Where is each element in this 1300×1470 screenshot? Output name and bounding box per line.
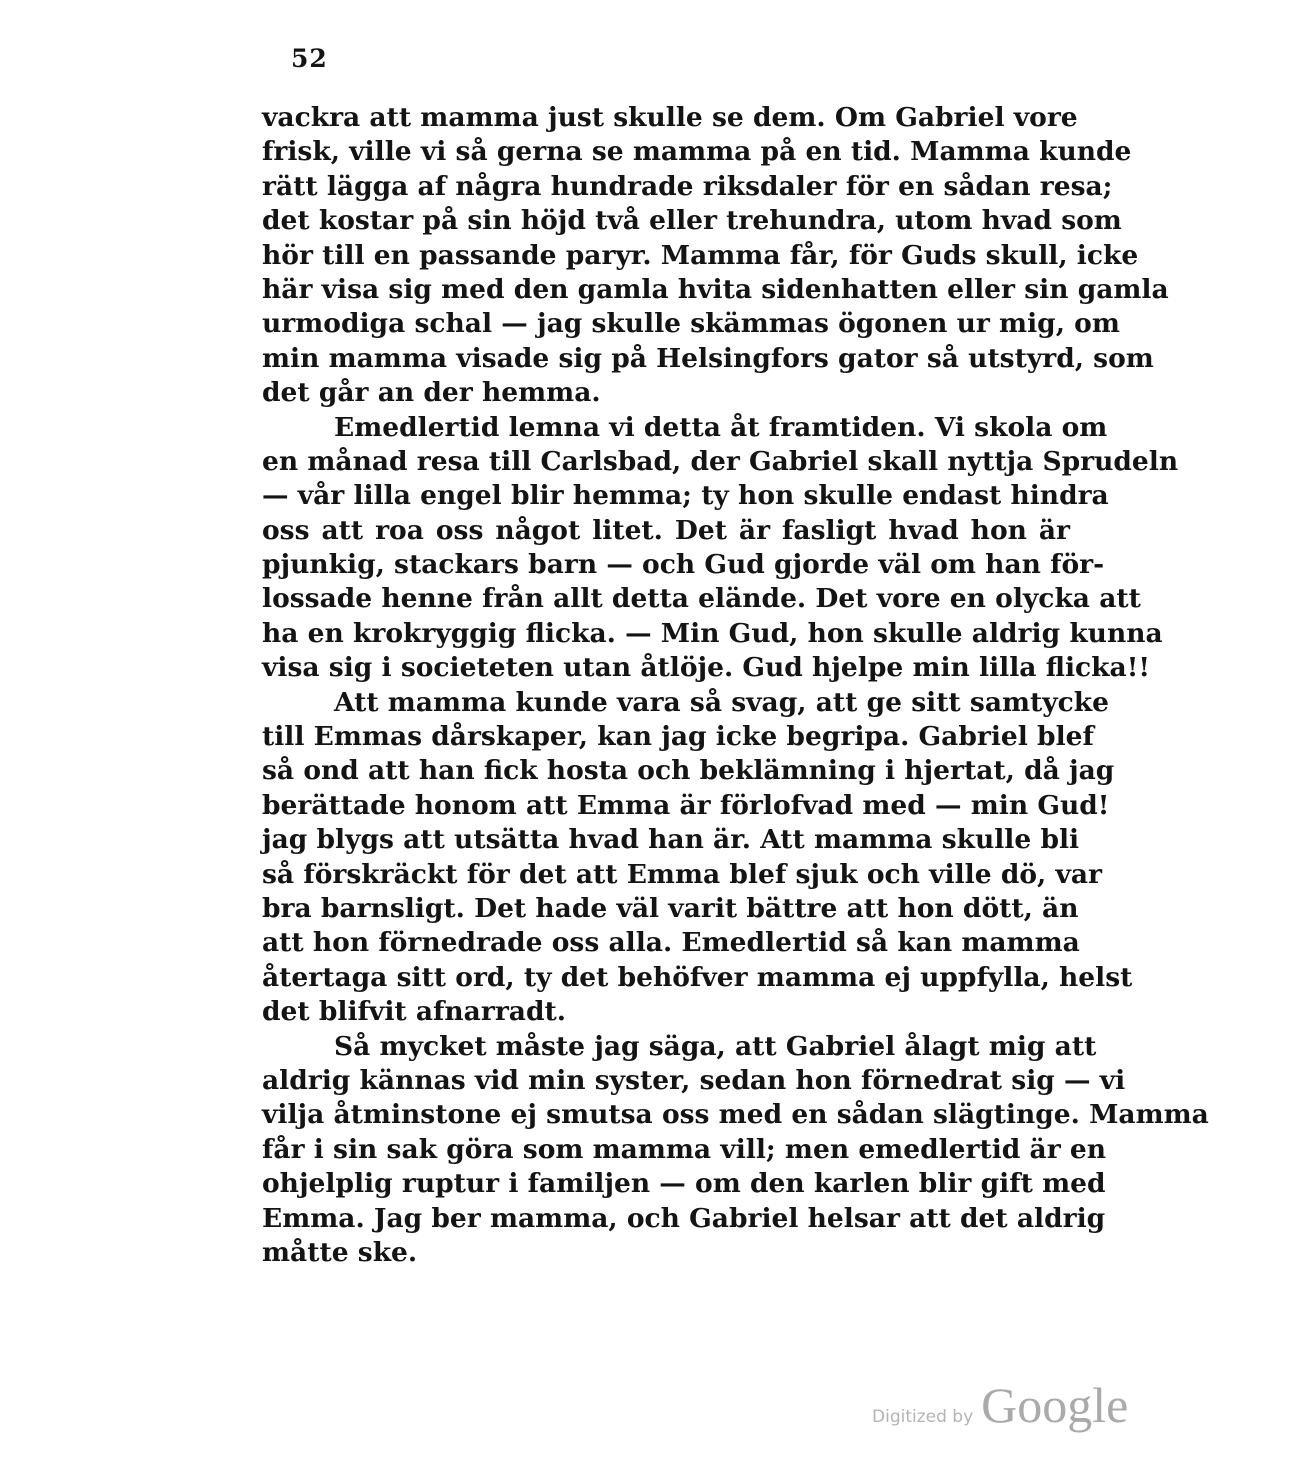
text-line: Emma. Jag ber mamma, och Gabriel helsar att det aldrig [262,1202,1106,1234]
google-logo: Google [981,1377,1129,1433]
text-line: frisk, ville vi så gerna se mamma på en tid. Mamma kunde [262,136,1132,168]
text-line: vackra att mamma just skulle se dem. Om Gabriel vore [262,102,1078,133]
text-line: Så mycket måste jag säga, att Gabriel ålagt mig att [334,1030,1097,1062]
text-line: att hon förnedrade oss alla. Emedlertid så kan mamma [262,927,1080,959]
text-line: får i sin sak göra som mamma vill; men emedlertid är en [262,1133,1107,1165]
text-line: visa sig i societeten utan åtlöje. Gud hjelpe min lilla flicka!! [262,652,1150,684]
text-line: rätt lägga af några hundrade riksdaler för en sådan resa; [262,170,1113,202]
text-line: en månad resa till Carlsbad, der Gabriel skall nyttja Sprudeln [262,445,1179,477]
text-line: här visa sig med den gamla hvita sidenhatten eller sin gamla [262,273,1169,305]
text-line: så förskräckt för det att Emma blef sjuk och ville dö, var [262,858,1103,890]
text-line: jag blygs att utsätta hvad han är. Att mamma skulle bli [262,824,1080,856]
page-number: 52 [291,44,328,73]
text-line: urmodiga schal — jag skulle skämmas ögonen ur mig, om [262,308,1120,340]
text-line: ha en krokryggig flicka. — Min Gud, hon skulle aldrig kunna [262,617,1163,649]
text-line: bra barnsligt. Det hade väl varit bättre att hon dött, än [262,892,1079,924]
text-line: Att mamma kunde vara så svag, att ge sitt samtycke [334,686,1110,718]
text-line: måtte ske. [262,1236,418,1268]
text-line: min mamma visade sig på Helsingfors gator så utstyrd, som [262,342,1154,374]
text-line: aldrig kännas vid min syster, sedan hon förnedrat sig — vi [262,1064,1126,1096]
text-line: det kostar på sin höjd två eller trehundra, utom hvad som [262,205,1122,237]
text-line: till Emmas dårskaper, kan jag icke begripa. Gabriel blef [262,721,1094,753]
text-line: hör till en passande paryr. Mamma får, för Guds skull, icke [262,239,1139,271]
text-line: ohjelplig ruptur i familjen — om den karlen blir gift med [262,1168,1106,1200]
digitized-by-google-watermark [872,1376,1128,1434]
text-line: vilja åtminstone ej smutsa oss med en sådan slägtinge. Mamma [262,1099,1209,1131]
text-line: berättade honom att Emma är förlofvad med — min Gud! [262,789,1110,821]
text-line: lossade henne från allt detta elände. Det vore en olycka att [262,583,1141,615]
text-line: — vår lilla engel blir hemma; ty hon skulle endast hindra [262,480,1109,512]
text-line: oss att roa oss något litet. Det är fasligt hvad hon är [262,514,1070,546]
text-line: det blifvit afnarradt. [262,996,566,1028]
text-line: så ond att han fick hosta och beklämning i hjertat, då jag [262,755,1115,787]
text-line: det går an der hemma. [262,377,601,409]
text-line: pjunkig, stackars barn — och Gud gjorde väl om han för- [262,549,1105,581]
body-text [262,101,1209,1270]
text-line: återtaga sitt ord, ty det behöfver mamma ej uppfylla, helst [262,961,1133,993]
watermark-prefix: Digitized by [872,1407,974,1427]
text-line: Emedlertid lemna vi detta åt framtiden. Vi skola om [334,411,1108,443]
